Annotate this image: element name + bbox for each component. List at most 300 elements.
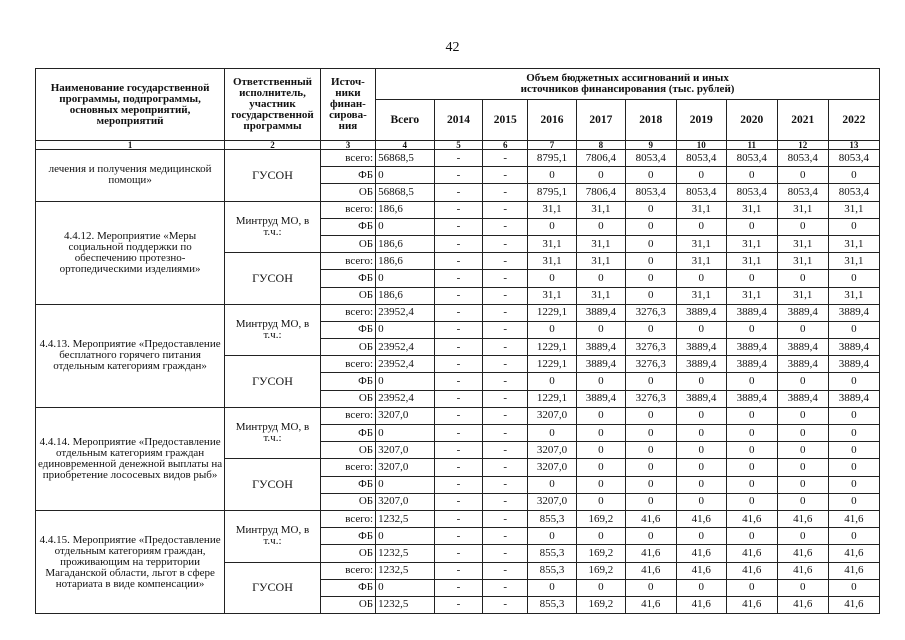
year-value: 0	[528, 528, 577, 545]
funding-source: ФБ	[320, 476, 375, 493]
year-value: 0	[576, 270, 625, 287]
year-value: -	[434, 459, 483, 476]
page-number: 42	[445, 40, 460, 55]
year-value: 0	[528, 579, 577, 596]
year-value: 0	[625, 476, 676, 493]
total-value: 56868,5	[376, 150, 434, 167]
year-value: -	[483, 235, 528, 252]
total-value: 0	[376, 528, 434, 545]
year-value: 3889,4	[676, 390, 726, 407]
year-value: 31,1	[576, 253, 625, 270]
year-value: 0	[726, 407, 777, 424]
total-value: 186,6	[376, 253, 434, 270]
year-value: 8795,1	[528, 184, 577, 201]
year-value: 3889,4	[726, 304, 777, 321]
year-value: 0	[828, 528, 879, 545]
year-value: 0	[828, 579, 879, 596]
funding-source: ОБ	[320, 442, 375, 459]
year-value: -	[483, 390, 528, 407]
executor-name: ГУСОН	[225, 150, 321, 202]
funding-source: всего:	[320, 150, 375, 167]
year-value: 41,6	[726, 596, 777, 613]
year-value: 0	[828, 459, 879, 476]
year-value: 31,1	[576, 201, 625, 218]
funding-source: ОБ	[320, 493, 375, 510]
year-value: 0	[576, 579, 625, 596]
year-value: 31,1	[576, 235, 625, 252]
year-value: 7806,4	[576, 184, 625, 201]
year-value: 0	[828, 425, 879, 442]
year-value: 0	[726, 459, 777, 476]
year-value: -	[434, 425, 483, 442]
year-value: 0	[676, 218, 726, 235]
executor-name: ГУСОН	[225, 459, 321, 511]
year-value: -	[434, 184, 483, 201]
year-value: 0	[625, 373, 676, 390]
year-value: 0	[777, 167, 828, 184]
year-value: 8795,1	[528, 150, 577, 167]
year-value: 3889,4	[828, 304, 879, 321]
year-value: 0	[828, 407, 879, 424]
year-value: 0	[528, 321, 577, 338]
year-value: 31,1	[528, 287, 577, 304]
year-value: 3889,4	[828, 390, 879, 407]
year-value: 31,1	[777, 201, 828, 218]
total-value: 23952,4	[376, 390, 434, 407]
year-value: -	[483, 579, 528, 596]
year-value: 3889,4	[576, 356, 625, 373]
year-value: 8053,4	[777, 150, 828, 167]
year-value: 855,3	[528, 545, 577, 562]
year-value: 1229,1	[528, 339, 577, 356]
year-value: -	[483, 562, 528, 579]
funding-source: ОБ	[320, 287, 375, 304]
year-value: -	[434, 493, 483, 510]
year-value: 31,1	[828, 287, 879, 304]
year-value: -	[483, 373, 528, 390]
funding-source: ОБ	[320, 596, 375, 613]
total-value: 1232,5	[376, 510, 434, 527]
year-value: -	[483, 270, 528, 287]
year-value: 0	[828, 218, 879, 235]
year-value: -	[434, 373, 483, 390]
year-value: 41,6	[676, 596, 726, 613]
year-value: 8053,4	[625, 184, 676, 201]
year-value: 8053,4	[828, 150, 879, 167]
funding-source: всего:	[320, 407, 375, 424]
year-value: 41,6	[625, 510, 676, 527]
year-value: 0	[625, 253, 676, 270]
year-value: 0	[726, 442, 777, 459]
total-value: 0	[376, 218, 434, 235]
year-value: 0	[777, 459, 828, 476]
column-number: 2	[225, 141, 321, 150]
column-number: 5	[434, 141, 483, 150]
executor-name: ГУСОН	[225, 253, 321, 305]
header-source-line: сирова-	[329, 109, 367, 121]
year-value: 31,1	[528, 201, 577, 218]
year-value: 31,1	[576, 287, 625, 304]
year-value: -	[434, 407, 483, 424]
year-value: 3276,3	[625, 339, 676, 356]
year-value: 41,6	[676, 545, 726, 562]
year-value: -	[483, 442, 528, 459]
year-value: -	[434, 304, 483, 321]
total-value: 186,6	[376, 287, 434, 304]
year-value: 8053,4	[777, 184, 828, 201]
total-value: 186,6	[376, 235, 434, 252]
year-value: 31,1	[726, 201, 777, 218]
year-value: -	[434, 235, 483, 252]
year-value: -	[483, 510, 528, 527]
total-value: 186,6	[376, 201, 434, 218]
year-value: -	[434, 442, 483, 459]
funding-source: ФБ	[320, 321, 375, 338]
activity-name: 4.4.13. Мероприятие «Предоставление бесплатного горячего питания отдельным категориям граждан»	[36, 304, 225, 407]
year-value: 8053,4	[828, 184, 879, 201]
executor-name: Минтруд МО, в т.ч.:	[225, 510, 321, 562]
year-value: 0	[576, 218, 625, 235]
funding-source: ОБ	[320, 545, 375, 562]
year-value: 31,1	[676, 287, 726, 304]
year-value: -	[434, 253, 483, 270]
header-executor: Ответственный исполнитель, участник государственной программы	[225, 69, 321, 141]
total-value: 1232,5	[376, 596, 434, 613]
year-value: 3889,4	[676, 339, 726, 356]
table-row	[36, 201, 880, 218]
year-value: 0	[625, 459, 676, 476]
header-year: 2021	[777, 100, 828, 141]
year-value: 0	[676, 407, 726, 424]
year-value: 169,2	[576, 545, 625, 562]
year-value: 0	[777, 321, 828, 338]
year-value: 1229,1	[528, 356, 577, 373]
funding-source: всего:	[320, 201, 375, 218]
executor-name: ГУСОН	[225, 356, 321, 408]
year-value: 0	[625, 235, 676, 252]
year-value: 0	[726, 579, 777, 596]
executor-name: Минтруд МО, в т.ч.:	[225, 304, 321, 356]
year-value: 0	[528, 476, 577, 493]
year-value: 169,2	[576, 562, 625, 579]
year-value: 3889,4	[726, 390, 777, 407]
year-value: 0	[828, 493, 879, 510]
year-value: 31,1	[676, 253, 726, 270]
year-value: 41,6	[828, 510, 879, 527]
year-value: 3889,4	[777, 339, 828, 356]
total-value: 1232,5	[376, 545, 434, 562]
year-value: 3207,0	[528, 493, 577, 510]
year-value: 0	[528, 373, 577, 390]
year-value: 0	[625, 287, 676, 304]
year-value: 1229,1	[528, 390, 577, 407]
year-value: 0	[726, 425, 777, 442]
year-value: 0	[625, 528, 676, 545]
year-value: 0	[777, 579, 828, 596]
year-value: 0	[576, 425, 625, 442]
year-value: 0	[828, 442, 879, 459]
year-value: 0	[625, 493, 676, 510]
year-value: 41,6	[777, 510, 828, 527]
header-year: 2014	[434, 100, 483, 141]
year-value: 31,1	[777, 287, 828, 304]
year-value: 0	[726, 321, 777, 338]
funding-source: всего:	[320, 253, 375, 270]
year-value: -	[434, 270, 483, 287]
year-value: -	[483, 407, 528, 424]
year-value: -	[434, 218, 483, 235]
year-value: 0	[676, 373, 726, 390]
year-value: -	[434, 287, 483, 304]
column-number: 6	[483, 141, 528, 150]
year-value: 0	[576, 321, 625, 338]
year-value: 0	[625, 270, 676, 287]
header-source-line: Источ-	[331, 76, 365, 88]
funding-source: ФБ	[320, 373, 375, 390]
column-number: 12	[777, 141, 828, 150]
funding-source: всего:	[320, 459, 375, 476]
year-value: 3889,4	[576, 390, 625, 407]
year-value: 0	[576, 167, 625, 184]
year-value: -	[434, 476, 483, 493]
column-number-row	[36, 141, 880, 150]
year-value: 3889,4	[576, 304, 625, 321]
funding-source: всего:	[320, 304, 375, 321]
year-value: 0	[726, 218, 777, 235]
year-value: 3889,4	[777, 304, 828, 321]
year-value: 0	[676, 321, 726, 338]
year-value: -	[483, 218, 528, 235]
year-value: -	[483, 339, 528, 356]
funding-source: ФБ	[320, 528, 375, 545]
header-source-line: ния	[338, 120, 358, 132]
column-number: 9	[625, 141, 676, 150]
header-year: 2017	[576, 100, 625, 141]
year-value: 31,1	[777, 235, 828, 252]
year-value: 0	[828, 321, 879, 338]
year-value: 169,2	[576, 510, 625, 527]
year-value: 31,1	[828, 253, 879, 270]
year-value: -	[434, 579, 483, 596]
year-value: 0	[676, 493, 726, 510]
year-value: 41,6	[828, 562, 879, 579]
year-value: -	[483, 150, 528, 167]
executor-name: Минтруд МО, в т.ч.:	[225, 407, 321, 459]
year-value: 855,3	[528, 596, 577, 613]
year-value: -	[483, 304, 528, 321]
year-value: 41,6	[777, 545, 828, 562]
year-value: 0	[576, 459, 625, 476]
year-value: 0	[676, 442, 726, 459]
year-value: -	[483, 476, 528, 493]
column-number: 4	[376, 141, 434, 150]
funding-source: ОБ	[320, 184, 375, 201]
year-value: 3207,0	[528, 407, 577, 424]
year-value: 31,1	[726, 235, 777, 252]
year-value: 0	[625, 579, 676, 596]
header-name: Наименование государственной программы, подпрограммы, основных мероприятий, мероприятий	[36, 69, 225, 141]
column-number: 10	[676, 141, 726, 150]
year-value: 0	[676, 579, 726, 596]
year-value: 31,1	[676, 201, 726, 218]
funding-source: ФБ	[320, 270, 375, 287]
activity-name: 4.4.14. Мероприятие «Предоставление отдельным категориям граждан единовременной денежной выплаты на приобретение лососевых видов рыб»	[36, 407, 225, 510]
year-value: 41,6	[676, 562, 726, 579]
funding-source: ФБ	[320, 167, 375, 184]
year-value: 0	[828, 476, 879, 493]
header-year: 2015	[483, 100, 528, 141]
year-value: 0	[676, 270, 726, 287]
total-value: 23952,4	[376, 356, 434, 373]
funding-source: всего:	[320, 356, 375, 373]
year-value: 0	[576, 442, 625, 459]
year-value: 8053,4	[676, 184, 726, 201]
header-year: 2019	[676, 100, 726, 141]
year-value: 8053,4	[726, 184, 777, 201]
year-value: 8053,4	[726, 150, 777, 167]
year-value: 0	[576, 373, 625, 390]
year-value: -	[483, 493, 528, 510]
year-value: 3276,3	[625, 356, 676, 373]
total-value: 3207,0	[376, 493, 434, 510]
total-value: 0	[376, 476, 434, 493]
year-value: -	[483, 545, 528, 562]
column-number: 8	[576, 141, 625, 150]
year-value: -	[434, 356, 483, 373]
year-value: 41,6	[625, 545, 676, 562]
funding-source: всего:	[320, 562, 375, 579]
table-body	[36, 150, 880, 614]
year-value: 0	[777, 528, 828, 545]
year-value: 855,3	[528, 562, 577, 579]
year-value: 3889,4	[676, 356, 726, 373]
year-value: 0	[726, 270, 777, 287]
year-value: 0	[528, 425, 577, 442]
header-year: 2020	[726, 100, 777, 141]
year-value: 3276,3	[625, 390, 676, 407]
year-value: -	[483, 425, 528, 442]
total-value: 0	[376, 167, 434, 184]
year-value: 0	[625, 425, 676, 442]
year-value: 0	[625, 201, 676, 218]
column-number: 7	[528, 141, 577, 150]
year-value: 0	[726, 167, 777, 184]
header-year: 2016	[528, 100, 577, 141]
year-value: 0	[625, 218, 676, 235]
year-value: 3889,4	[726, 339, 777, 356]
year-value: 0	[676, 476, 726, 493]
year-value: 31,1	[726, 253, 777, 270]
header-year: 2018	[625, 100, 676, 141]
executor-name: ГУСОН	[225, 562, 321, 614]
total-value: 56868,5	[376, 184, 434, 201]
year-value: -	[434, 201, 483, 218]
total-value: 23952,4	[376, 304, 434, 321]
funding-source: ФБ	[320, 218, 375, 235]
total-value: 3207,0	[376, 459, 434, 476]
funding-source: ОБ	[320, 235, 375, 252]
funding-source: ОБ	[320, 339, 375, 356]
year-value: 0	[777, 373, 828, 390]
year-value: -	[434, 510, 483, 527]
total-value: 0	[376, 270, 434, 287]
year-value: 0	[777, 493, 828, 510]
table-row	[36, 407, 880, 424]
total-value: 0	[376, 373, 434, 390]
year-value: -	[434, 150, 483, 167]
total-value: 3207,0	[376, 442, 434, 459]
year-value: 3207,0	[528, 442, 577, 459]
executor-name: Минтруд МО, в т.ч.:	[225, 201, 321, 253]
year-value: -	[483, 184, 528, 201]
year-value: 0	[777, 270, 828, 287]
year-value: 41,6	[676, 510, 726, 527]
funding-source: ОБ	[320, 390, 375, 407]
funding-source: ФБ	[320, 579, 375, 596]
column-number: 13	[828, 141, 879, 150]
year-value: 3889,4	[828, 356, 879, 373]
year-value: 0	[828, 373, 879, 390]
year-value: 3889,4	[576, 339, 625, 356]
header-funding: Объем бюджетных ассигнований и иных источников финансирования (тыс. рублей)	[376, 69, 880, 100]
year-value: 169,2	[576, 596, 625, 613]
year-value: 41,6	[625, 562, 676, 579]
year-value: 0	[576, 407, 625, 424]
activity-name: 4.4.15. Мероприятие «Предоставление отдельным категориям граждан, проживающим на территории Магаданской области, льгот в сфере нотариата в виде компенсации»	[36, 510, 225, 613]
year-value: 0	[676, 459, 726, 476]
year-value: -	[483, 167, 528, 184]
year-value: -	[483, 356, 528, 373]
year-value: 3889,4	[726, 356, 777, 373]
year-value: -	[434, 390, 483, 407]
year-value: 31,1	[528, 253, 577, 270]
year-value: -	[483, 201, 528, 218]
header-source-line: ники	[335, 87, 361, 99]
year-value: 0	[528, 218, 577, 235]
year-value: 41,6	[777, 596, 828, 613]
year-value: 0	[576, 476, 625, 493]
year-value: 0	[676, 167, 726, 184]
year-value: 31,1	[528, 235, 577, 252]
table-row	[36, 304, 880, 321]
column-number: 1	[36, 141, 225, 150]
header-source	[320, 69, 375, 141]
year-value: 0	[625, 442, 676, 459]
year-value: 7806,4	[576, 150, 625, 167]
header-source-line: финан-	[330, 98, 366, 110]
year-value: 0	[777, 476, 828, 493]
year-value: 0	[625, 167, 676, 184]
year-value: 31,1	[777, 253, 828, 270]
year-value: 855,3	[528, 510, 577, 527]
year-value: -	[434, 545, 483, 562]
year-value: 0	[726, 373, 777, 390]
table-row	[36, 510, 880, 527]
year-value: 0	[528, 270, 577, 287]
year-value: 41,6	[777, 562, 828, 579]
year-value: 8053,4	[625, 150, 676, 167]
year-value: 41,6	[828, 545, 879, 562]
funding-source: всего:	[320, 510, 375, 527]
year-value: 3276,3	[625, 304, 676, 321]
year-value: 0	[777, 425, 828, 442]
year-value: 31,1	[726, 287, 777, 304]
year-value: 0	[777, 442, 828, 459]
year-value: -	[434, 528, 483, 545]
year-value: 41,6	[726, 510, 777, 527]
total-value: 0	[376, 579, 434, 596]
year-value: 3889,4	[828, 339, 879, 356]
